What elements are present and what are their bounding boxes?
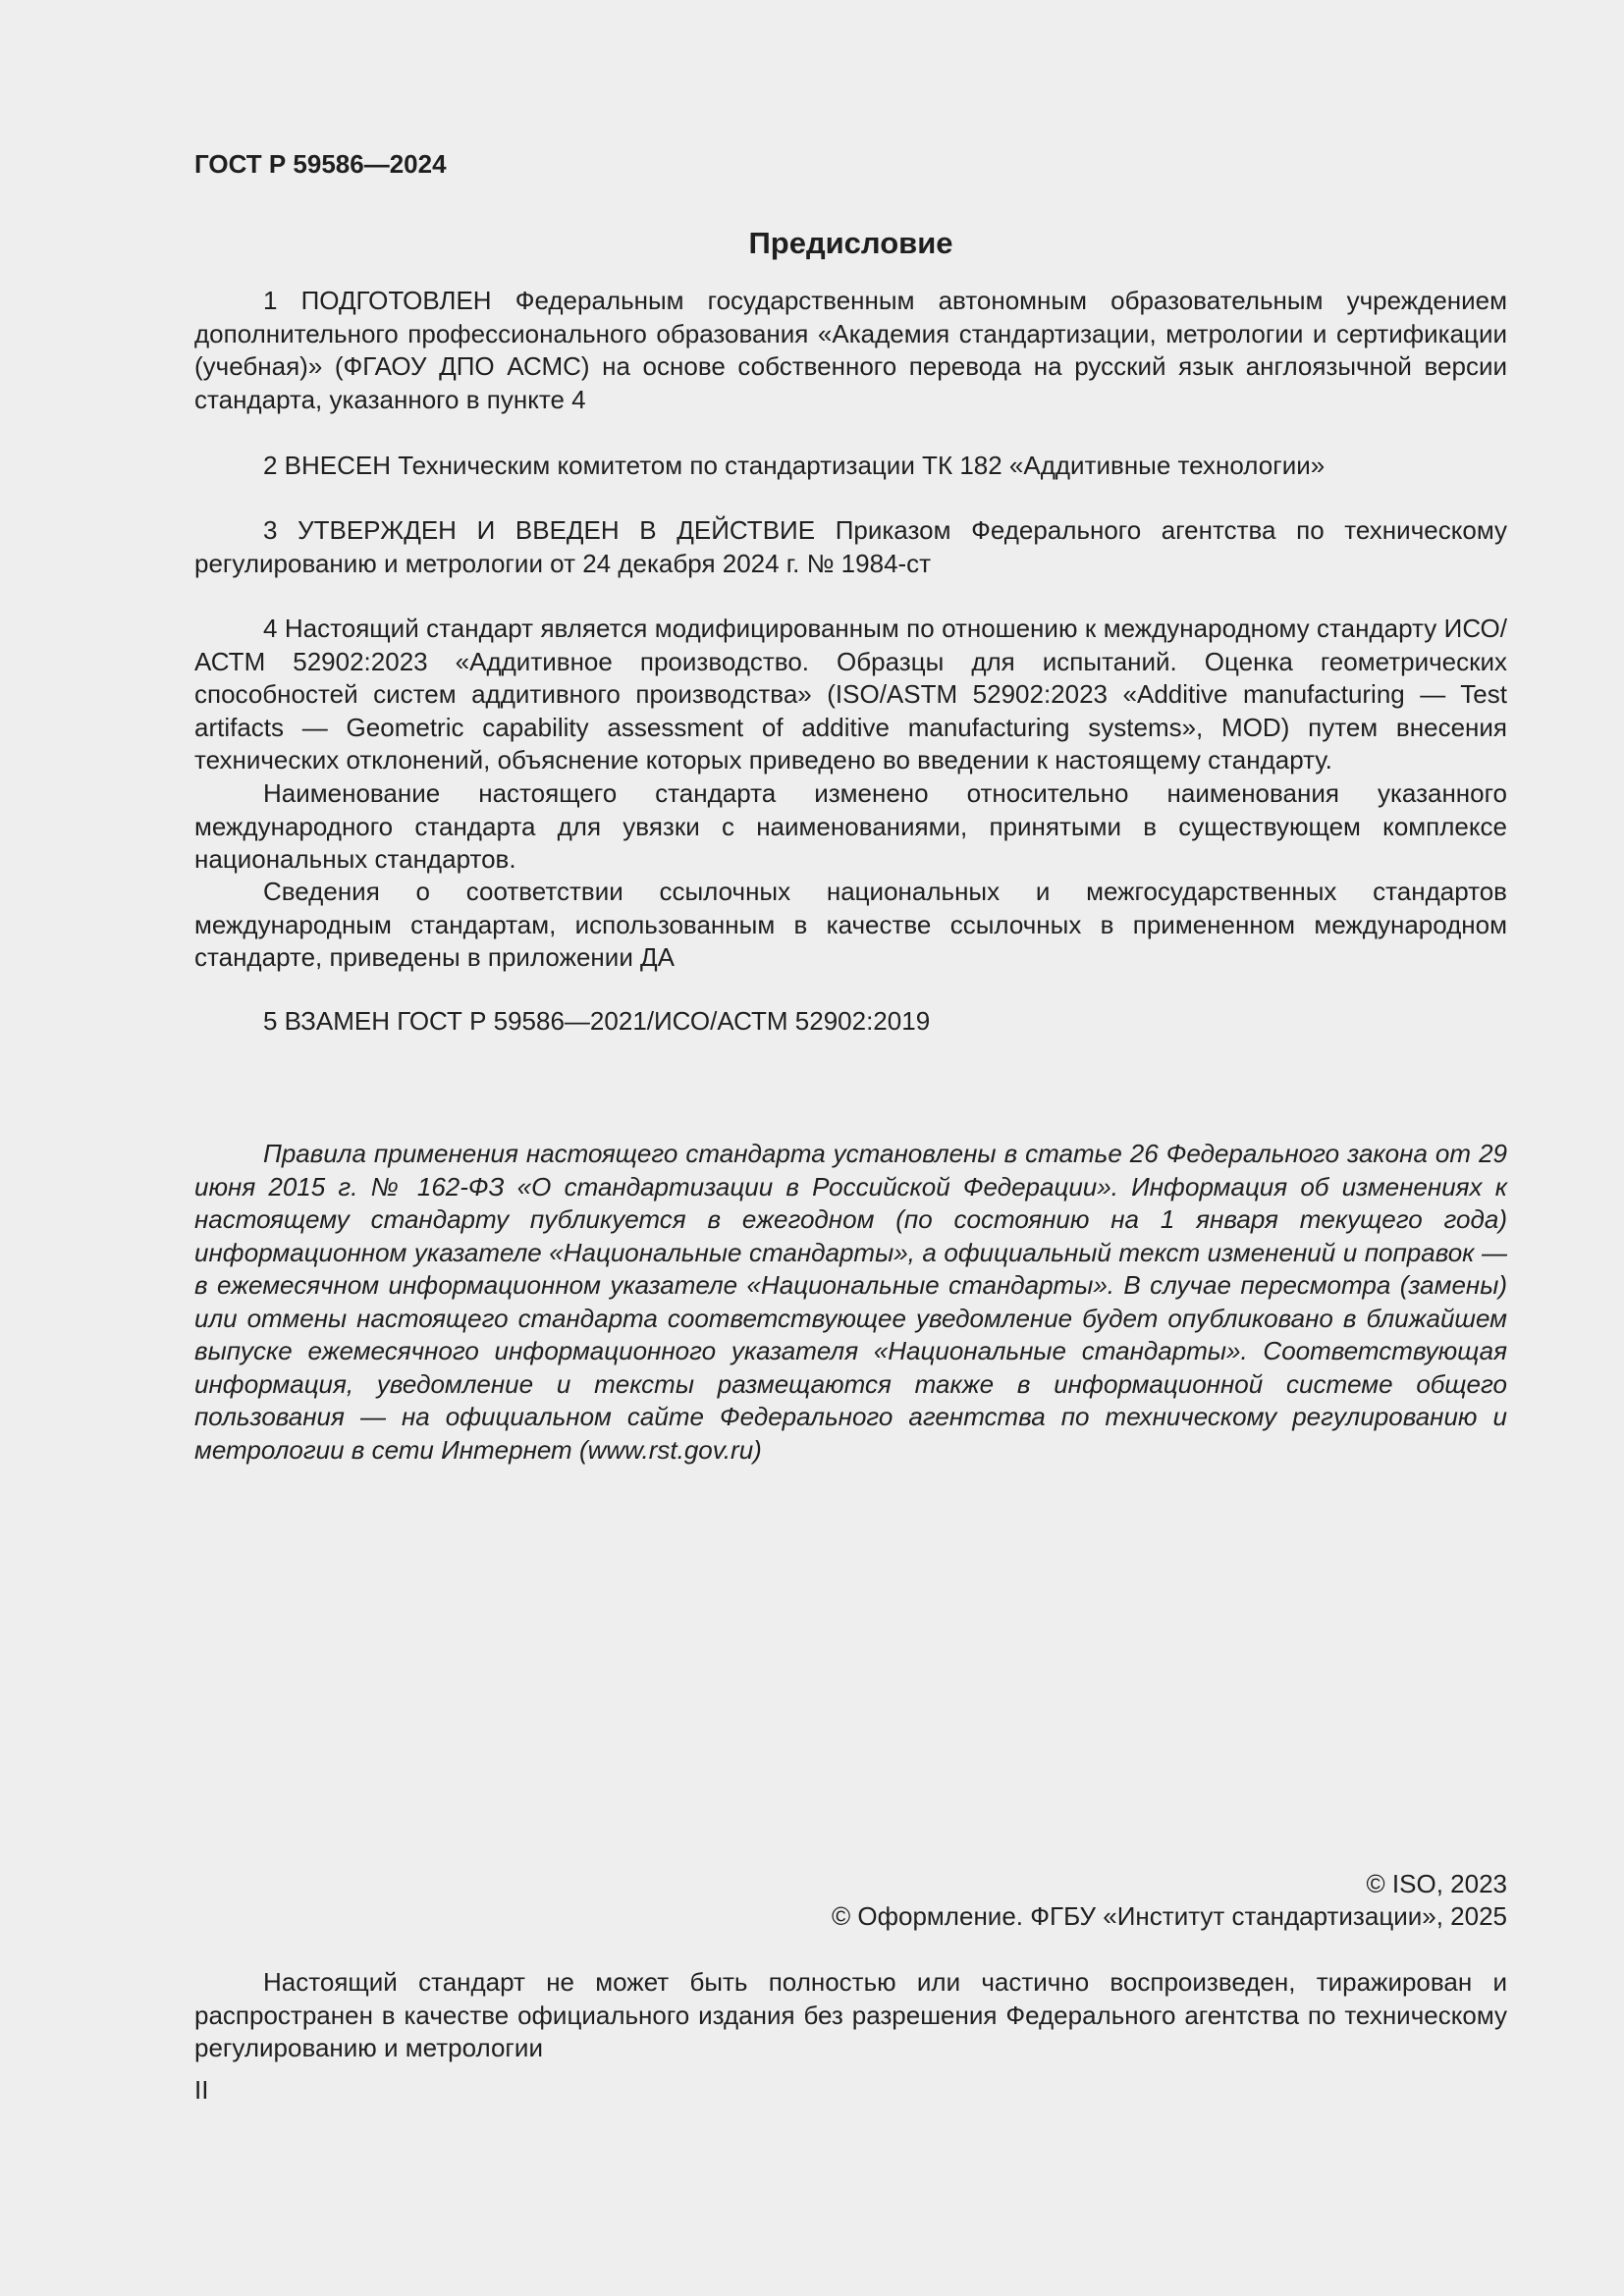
copyright-design: © Оформление. ФГБУ «Институт стандартизации», 2025: [832, 1901, 1507, 1931]
foreword-item-1: 1 ПОДГОТОВЛЕН Федеральным государственным автономным образовательным учреждением дополнительного профессионального образования «Академия стандартизации, метрологии и сертификации (учебная)» (ФГАОУ ДПО АСМС) на основе собственного перевода на русский язык англоязычной версии стандарта, указанного в пункте 4: [194, 286, 1507, 414]
application-rules-note: Правила применения настоящего стандарта установлены в статье 26 Федерального закона от 29 июня 2015 г. № 162-ФЗ «О стандартизации в Российской Федерации». Информация об изменениях к настоящему стандарту публикуется в ежегодном (по состоянию на 1 января текущего года) информационном указателе «Национальные стандарты», а официальный текст изменений и поправок — в ежемесячном информационном указателе «Национальные стандарты». В случае пересмотра (замены) или отмены настоящего стандарта соответствующее уведомление будет опубликовано в ближайшем выпуске ежемесячного информационного указателя «Национальные стандарты». Соответствующая информация, уведомление и тексты размещаются также в информационной системе общего пользования — на официальном сайте Федерального агентства по техническому регулированию и метрологии в сети Интернет (www.rst.gov.ru): [194, 1139, 1507, 1465]
copyright-iso: © ISO, 2023: [1366, 1869, 1507, 1898]
document-code: ГОСТ Р 59586—2024: [194, 149, 447, 179]
foreword-item-3: 3 УТВЕРЖДЕН И ВВЕДЕН В ДЕЙСТВИЕ Приказом Федерального агентства по техническому регулированию и метрологии от 24 декабря 2024 г. № 1984-ст: [194, 515, 1507, 578]
foreword-item-5: 5 ВЗАМЕН ГОСТ Р 59586—2021/ИСО/АСТМ 52902:2019: [263, 1006, 931, 1036]
foreword-item-4: 4 Настоящий стандарт является модифицированным по отношению к международному стандарту ИСО/АСТМ 52902:2023 «Аддитивное производство. Образцы для испытаний. Оценка геометрических способностей систем аддитивного производства» (ISO/ASTM 52902:2023 «Additive manufacturing — Test artifacts — Geometric capability assessment of additive manufacturing systems», MOD) путем внесения технических отклонений, объяснение которых приведено во введении к настоящему стандарту.: [194, 614, 1507, 774]
document-page: [194, 0, 1507, 2296]
reproduction-notice: Настоящий стандарт не может быть полностью или частично воспроизведен, тиражирован и распространен в качестве официального издания без разрешения Федерального агентства по техническому регулированию и метрологии: [194, 1967, 1507, 2062]
page-number: II: [194, 2075, 209, 2105]
foreword-item-4-title-note: Наименование настоящего стандарта изменено относительно наименования указанного международного стандарта для увязки с наименованиями, принятыми в существующем комплексе национальных стандартов.: [194, 778, 1507, 874]
foreword-item-2: 2 ВНЕСЕН Техническим комитетом по стандартизации ТК 182 «Аддитивные технологии»: [263, 451, 1326, 480]
foreword-item-4-references-note: Сведения о соответствии ссылочных национальных и межгосударственных стандартов международным стандартам, использованным в качестве ссылочных в примененном международном стандарте, приведены в приложении ДА: [194, 877, 1507, 972]
page-title: Предисловие: [748, 226, 953, 260]
